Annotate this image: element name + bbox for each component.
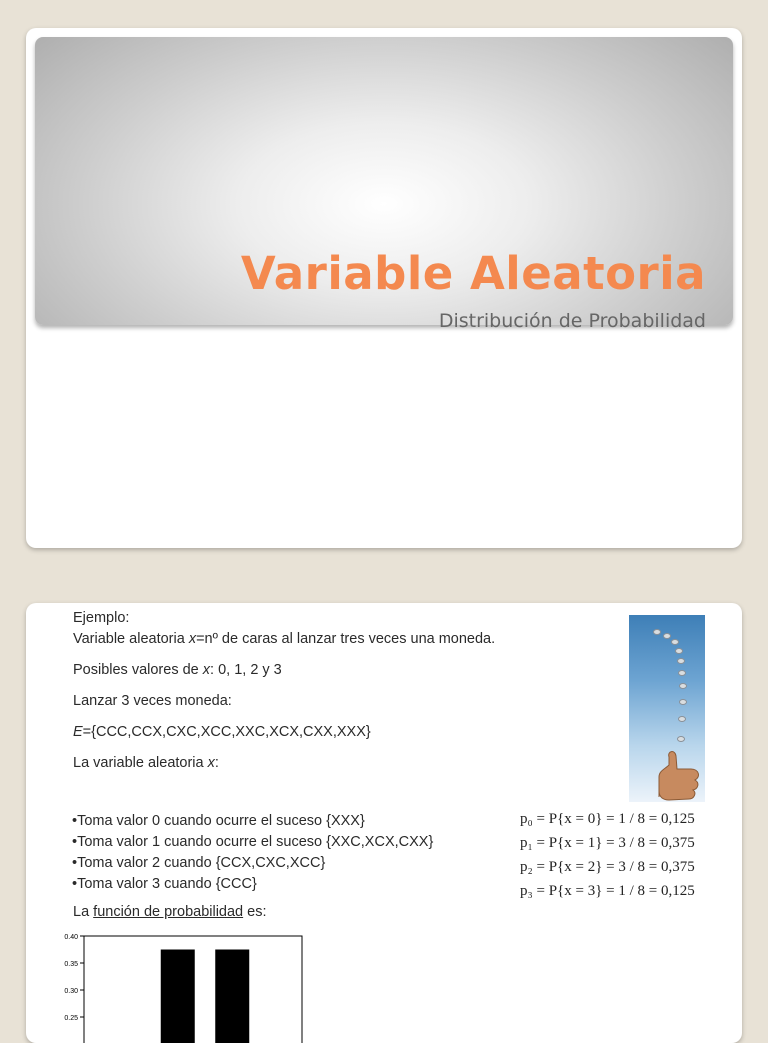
- random-variable-prefix: La variable aleatoria: [73, 755, 208, 771]
- coin-toss-photo: [629, 615, 705, 802]
- probability-formulas: [520, 807, 695, 903]
- definition-prefix: Variable aleatoria: [73, 631, 189, 647]
- content-slide: [26, 603, 742, 1043]
- fn-suffix: es:: [243, 904, 266, 920]
- example-text: [73, 608, 495, 774]
- thumbs-up-hand-icon: [629, 747, 705, 807]
- title-slide: [26, 28, 742, 548]
- bullet-item: •Toma valor 0 cuando ocurre el suceso {XXX}: [72, 811, 433, 832]
- possible-values-prefix: Posibles valores de: [73, 662, 203, 678]
- fn-underlined: función de probabilidad: [93, 904, 243, 920]
- formula-p2: p₂ = P{x = 2} = 3 / 8 = 0,375: [520, 855, 695, 879]
- formula-p1: p₁ = P{x = 1} = 3 / 8 = 0,375: [520, 831, 695, 855]
- possible-values-suffix: : 0, 1, 2 y 3: [210, 662, 282, 678]
- y-tick-label: 0.40: [64, 934, 78, 941]
- formula-p3: p₃ = P{x = 3} = 1 / 8 = 0,125: [520, 879, 695, 903]
- lanzar-line: Lanzar 3 veces moneda:: [73, 691, 495, 712]
- sample-space-var: E: [73, 724, 83, 740]
- possible-values-var: x: [203, 662, 210, 678]
- definition-var: x: [189, 631, 196, 647]
- random-variable-line: [73, 753, 495, 774]
- random-variable-var: x: [208, 755, 215, 771]
- bullet-item: •Toma valor 3 cuando {CCC}: [72, 874, 433, 895]
- possible-values-line: [73, 660, 495, 681]
- sample-space-set: ={CCC,CCX,CXC,XCC,XXC,XCX,CXX,XXX}: [83, 724, 371, 740]
- sample-space-line: [73, 722, 495, 743]
- y-tick-label: 0.25: [64, 1015, 78, 1022]
- formula-p0: p₀ = P{x = 0} = 1 / 8 = 0,125: [520, 807, 695, 831]
- ejemplo-label: Ejemplo:: [73, 608, 495, 629]
- bullet-item: •Toma valor 1 cuando ocurre el suceso {XXC,XCX,CXX}: [72, 832, 433, 853]
- probability-function-line: [73, 904, 267, 920]
- y-tick-label: 0.35: [64, 961, 78, 968]
- bullet-item: •Toma valor 2 cuando {CCX,CXC,XCC}: [72, 853, 433, 874]
- definition-suffix: =nº de caras al lanzar tres veces una moneda.: [196, 631, 495, 647]
- definition-line: [73, 629, 495, 650]
- bullet-list: [72, 811, 433, 895]
- y-tick-label: 0.30: [64, 988, 78, 995]
- fn-prefix: La: [73, 904, 93, 920]
- random-variable-suffix: :: [215, 755, 219, 771]
- probability-bar-chart: [56, 931, 316, 1043]
- slide-subtitle: Distribución de Probabilidad: [439, 310, 706, 332]
- bar-2: [215, 950, 249, 1043]
- bar-1: [161, 950, 195, 1043]
- slide-title: Variable Aleatoria: [241, 247, 706, 300]
